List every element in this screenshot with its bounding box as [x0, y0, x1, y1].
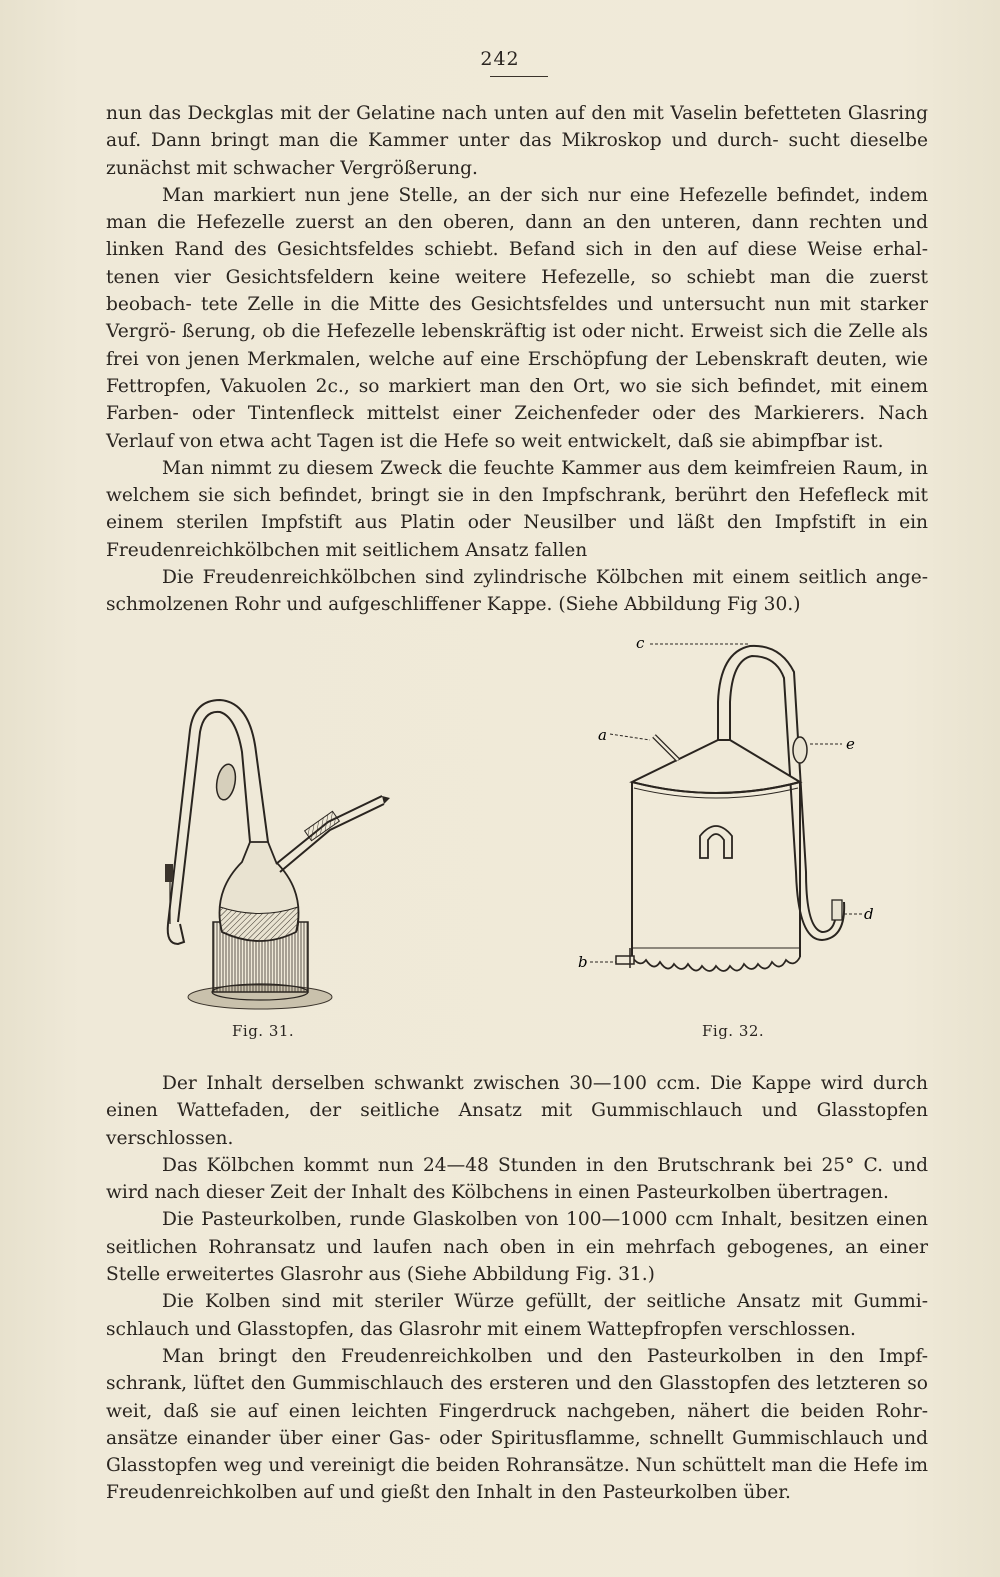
paragraph: Man bringt den Freudenreichkolben und den Pasteurkolben in den Impf- schrank, lüftet den Gummischlauch des ersteren und den Glasstopfen des letzteren so weit, daß sie auf einen leichten Fingerdruck nachgeben, nähert die beiden Rohr- ansätze einander über einer Gas- oder Spiritusflamme, schnellt Gummischlauch und Glasstopfen weg und vereinigt die beiden Rohransätze. Nun schüttelt man die Hefe im Freudenreichkolben auf und gießt den Inhalt in den Pasteurkolben über.	[106, 1345, 928, 1504]
paragraph: Die Freudenreichkölbchen sind zylindrische Kölbchen mit einem seitlich ange- schmolzenen Rohr und aufgeschliffener Kappe. (Siehe Abbildung Fig 30.)	[106, 567, 928, 616]
pasteur-flask-illustration	[150, 692, 400, 1022]
paragraph: Die Pasteurkolben, runde Glaskolben von 100—1000 ccm Inhalt, besitzen einen seitlichen Rohransatz und laufen nach oben in ein mehrfach gebogenes, an einer Stelle erweitertes Glasrohr aus (Siehe Abbildung Fig. 31.)	[106, 1209, 928, 1286]
text-block-top	[106, 100, 928, 619]
paragraph: Man nimmt zu diesem Zweck die feuchte Kammer aus dem keimfreien Raum, in welchem sie sich befindet, bringt sie in den Impfschrank, berührt den Hefefleck mit einem sterilen Impfstift aus Platin oder Neusilber und läßt den Impfstift in ein Freudenreichkölbchen mit seitlichem Ansatz fallen	[106, 457, 928, 561]
text-block-bottom	[106, 1070, 928, 1507]
paragraph: Man markiert nun jene Stelle, an der sich nur eine Hefezelle befindet, indem man die Hefezelle zuerst an den oberen, dann an den unteren, dann rechten und linken Rand des Gesichtsfeldes schiebt. Befand sich in den auf diese Weise erhal- tenen vier Gesichtsfeldern keine weitere Hefezelle, so schiebt man die zuerst beobach- tete Zelle in die Mitte des Gesichtsfeldes und untersucht nun mit starker Vergrö- ßerung, ob die Hefezelle lebenskräftig ist oder nicht. Erweist sich die Zelle als frei von jenen Merkmalen, welche auf eine Erschöpfung der Lebenskraft deuten, wie Fettropfen, Vakuolen 2c., so markiert man den Ort, wo sie sich befindet, mit einem Farben- oder Tintenfleck mittelst einer Zeichenfeder oder des Markierers. Nach Verlauf von etwa acht Tagen ist die Hefe so weit entwickelt, daß sie abimpfbar ist.	[106, 184, 928, 452]
figure-31-caption: Fig. 31.	[232, 1022, 295, 1040]
paragraph: Die Kolben sind mit steriler Würze gefüllt, der seitliche Ansatz mit Gummi- schlauch und Glasstopfen, das Glasrohr mit einem Wattepfropfen verschlossen.	[106, 1291, 928, 1340]
label-e: e	[846, 735, 855, 753]
figure-32-caption: Fig. 32.	[702, 1022, 765, 1040]
label-c: c	[636, 634, 645, 652]
paragraph: nun das Deckglas mit der Gelatine nach unten auf den mit Vaselin befetteten Glasring auf. Dann bringt man die Kammer unter das Mikroskop und durch- sucht dieselbe zunächst mit schwacher Vergrößerung.	[106, 103, 928, 179]
label-a: a	[598, 726, 607, 744]
paragraph: Der Inhalt derselben schwankt zwischen 30—100 ccm. Die Kappe wird durch einen Wattefaden, der seitliche Ansatz mit Gummischlauch und Glasstopfen verschlossen.	[106, 1073, 928, 1149]
label-b: b	[578, 953, 588, 971]
figures-row	[0, 632, 1000, 1062]
page-number-rule	[490, 76, 548, 77]
freudenreich-flask-diagram	[570, 632, 880, 1022]
paragraph: Das Kölbchen kommt nun 24—48 Stunden in den Brutschrank bei 25° C. und wird nach dieser Zeit der Inhalt des Kölbchens in einen Pasteurkolben übertragen.	[106, 1154, 928, 1204]
label-d: d	[864, 905, 874, 923]
page-number: 242	[480, 48, 520, 70]
